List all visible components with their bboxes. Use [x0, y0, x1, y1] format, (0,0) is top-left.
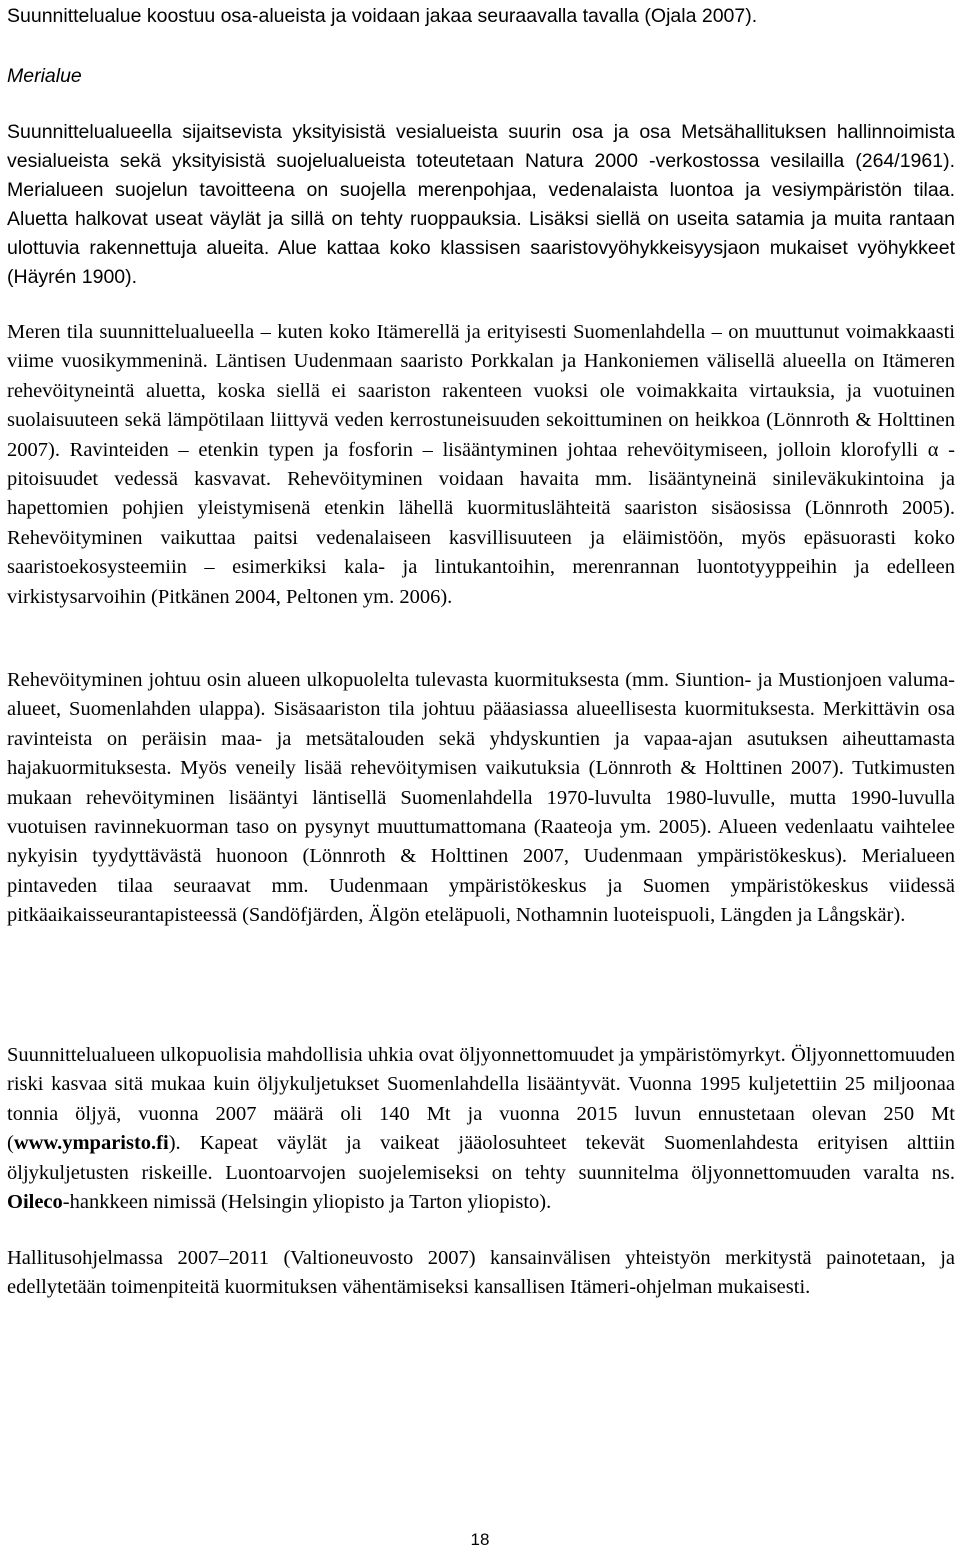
paragraph-4-text-end: -hankkeen nimissä (Helsingin yliopisto ja Tarton yliopisto).: [62, 1191, 552, 1214]
paragraph-4-text-start: Suunnittelualueen ulkopuolisia mahdollisia uhkia ovat öljyonnettomuudet ja ympäristömyrkyt. Öljyonnettomuuden riski kasvaa sitä mukaa kuin öljykuljetukset Suomenlahdella lisääntyvät. Vuonna 1995 kuljetettiin 25 miljoonaa tonnia öljyä, vuonna 2007 määrä oli 140 Mt ja vuonna 2015 luvun ennustetaan olevan 250 Mt (: [7, 1044, 955, 1155]
oileco-bold: Oileco: [7, 1191, 63, 1214]
paragraph-4-text-middle: ). Kapeat väylät ja vaikeat jääolosuhteet tekevät Suomenlahdesta erityisen alttiin öljykuljetusten riskeille. Luontoarvojen suojelemiseksi on tehty suunnitelma öljyonnettomuuden varalta ns.: [7, 1132, 955, 1184]
intro-text: Suunnittelualue koostuu osa-alueista ja voidaan jakaa seuraavalla tavalla (Ojala 2007).: [7, 5, 758, 27]
paragraph-3: Rehevöityminen johtuu osin alueen ulkopuolelta tulevasta kuormituksesta (mm. Siuntion- ja Mustionjoen valuma-alueet, Suomenlahden ulappa). Sisäsaariston tila johtuu pääasiassa alueellisesta kuormituksesta. Merkittävin osa ravinteista on peräisin maa- ja metsätalouden sekä yhdyskuntien ja vapaa-ajan asutuksen aiheuttamasta hajakuormituksesta. Myös veneily lisää rehevöitymisen vaikutuksia (Lönnroth & Holttinen 2007). Tutkimusten mukaan rehevöityminen lisääntyi läntisellä Suomenlahdella 1970-luvulta 1980-luvulle, mutta 1990-luvulla vuotuisen ravinnekuorman taso on pysynyt muuttumattomana (Raateoja ym. 2005). Alueen vedenlaatu vaihtelee nykyisin tyydyttävästä huonoon (Lönnroth & Holttinen 2007, Uudenmaan ympäristökeskus). Merialueen pintaveden tilaa seuraavat mm. Uudenmaan ympäristökeskus ja Suomen ympäristökeskus viidessä pitkäaikaisseurantapisteessä (Sandöfjärden, Älgön eteläpuoli, Nothamnin luoteispuoli, Längden ja Långskär).: [7, 669, 955, 927]
page-number: 18: [470, 1530, 490, 1549]
paragraph-2: Meren tila suunnittelualueella – kuten koko Itämerellä ja erityisesti Suomenlahdella – on muuttunut voimakkaasti viime vuosikymmeninä. Läntisen Uudenmaan saaristo Porkkalan ja Hankoniemen välisellä alueella on Itämeren rehevöityneintä aluetta, koska siellä ei saariston rakenteen vuoksi ole voimakkaita virtauksia, ja vuotuinen suolaisuuteen sekä lämpötilaan liittyvä veden kerrostuneisuuden sekoittuminen on heikkoa (Lönnroth & Holttinen 2007). Ravinteiden – etenkin typen ja fosforin – lisääntyminen johtaa rehevöitymiseen, jolloin klorofylli α -pitoisuudet vedessä kasvavat. Rehevöityminen voidaan havaita mm. lisääntyneinä sinileväkukintoina ja hapettomien pohjien yleistymisenä etenkin lähellä kuormituslähteitä saariston sisäosissa (Lönnroth 2005). Rehevöityminen vaikuttaa paitsi vedenalaiseen kasvillisuuteen ja eläimistöön, myös epäsuorasti koko saaristoekosysteemiin – esimerkiksi kala- ja lintukantoihin, merenrannan luontotyyppeihin ja edelleen virkistysarvoihin (Pitkänen 2004, Peltonen ym. 2006).: [7, 321, 955, 608]
paragraph-5: Hallitusohjelmassa 2007–2011 (Valtioneuvosto 2007) kansainvälisen yhteistyön merkitystä painotetaan, ja edellytetään toimenpiteitä kuormituksen vähentämiseksi kansallisen Itämeri-ohjelman mukaisesti.: [7, 1247, 955, 1299]
paragraph-1: Suunnittelualueella sijaitsevista yksityisistä vesialueista suurin osa ja osa Metsähallituksen hallinnoimista vesialueista sekä yksityisistä suojelualueista toteutetaan Natura 2000 -verkostossa vesilailla (264/1961). Merialueen suojelun tavoitteena on suojella merenpohjaa, vedenalaista luontoa ja vesiympäristön tilaa. Aluetta halkovat useat väylät ja sillä on tehty ruoppauksia. Lisäksi siellä on useita satamia ja muita rantaan ulottuvia rakennettuja alueita. Alue kattaa koko klassisen saaristovyöhykkeisyysjaon mukaiset vyöhykkeet (Häyrén 1900).: [7, 121, 955, 288]
section-heading: Merialue: [7, 65, 82, 87]
paragraph-4: [7, 1041, 955, 1217]
ymparisto-link[interactable]: www.ymparisto.fi: [13, 1132, 169, 1155]
